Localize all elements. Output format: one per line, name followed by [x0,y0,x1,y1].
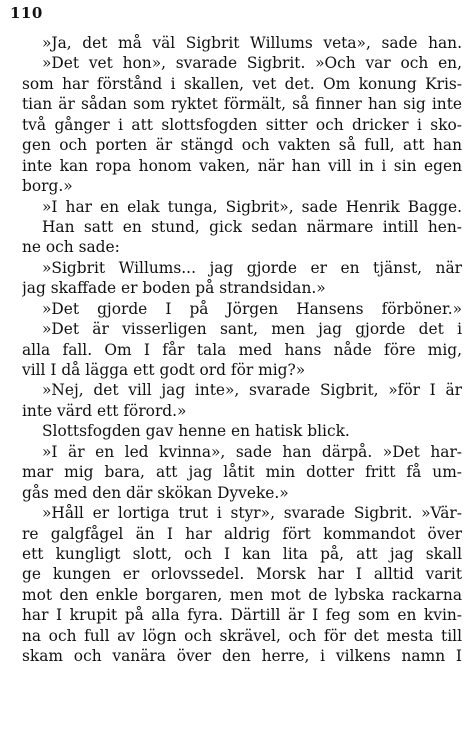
text-line: mar mig bara, att jag låtit min dotter fritt få um- [22,463,462,482]
text-line: »Det gjorde I på Jörgen Hansens förböner.» [42,299,462,318]
text-line: två gånger i att slottsfogden sitter och dricker i sko- [22,115,462,134]
text-line: tian är sådan som ryktet förmält, så finner han sig inte [22,95,462,114]
text-line: alla fall. Om I får tala med hans nåde före mig, [22,340,462,359]
body-text [22,33,462,667]
text-line: inte kan ropa honom vaken, när han vill in i sin egen [22,156,462,175]
text-line: ne och sade: [22,238,120,257]
text-line: Han satt en stund, gick sedan närmare intill hen- [42,217,462,236]
text-line: »Sigbrit Willums... jag gjorde er en tjänst, när [42,258,462,277]
text-line: vill I då lägga ett godt ord för mig?» [22,361,306,379]
text-line: ett kungligt slott, och I kan lita på, att jag skall [22,544,462,563]
text-line: »I är en led kvinna», sade han därpå. »Det har- [42,442,462,461]
text-line: ge kungen er orlovssedel. Morsk har I alltid varit [22,565,462,584]
text-line: inte värd ett förord.» [22,401,187,420]
text-line: »Det vet hon», svarade Sigbrit. »Och var och en, [42,54,462,73]
page-number: 110 [10,4,43,22]
text-line: »Ja, det må väl Sigbrit Willums veta», sade han. [42,34,462,52]
text-line: gås med den där skökan Dyveke.» [22,483,289,502]
text-line: borg.» [22,177,73,196]
text-line: »I har en elak tunga, Sigbrit», sade Henrik Bagge. [42,197,462,216]
text-line: na och full av lögn och skrävel, och för det mesta till [22,626,462,645]
text-line: har I krupit på alla fyra. Därtill är I feg som en kvin- [22,606,462,625]
text-line: gen och porten är stängd och vakten så full, att han [22,136,462,155]
text-line: jag skaffade er boden på strandsidan.» [22,279,326,298]
text-line: »Håll er lortiga trut i styr», svarade Sigbrit. »Vär- [42,504,462,523]
text-line: »Det är visserligen sant, men jag gjorde det i [42,320,462,339]
text-line: mot den enkle borgaren, men mot de lybska rackarna [22,585,462,604]
text-line: re galgfågel än I har aldrig fört kommandot över [22,524,462,543]
text-line: som har förstånd i skallen, vet det. Om konung Kris- [22,74,462,93]
text-line: »Nej, det vill jag inte», svarade Sigbrit, »för I är [42,381,462,400]
text-line: Slottsfogden gav henne en hatisk blick. [42,422,350,441]
text-line: skam och vanära över den herre, i vilkens namn I [22,647,462,666]
